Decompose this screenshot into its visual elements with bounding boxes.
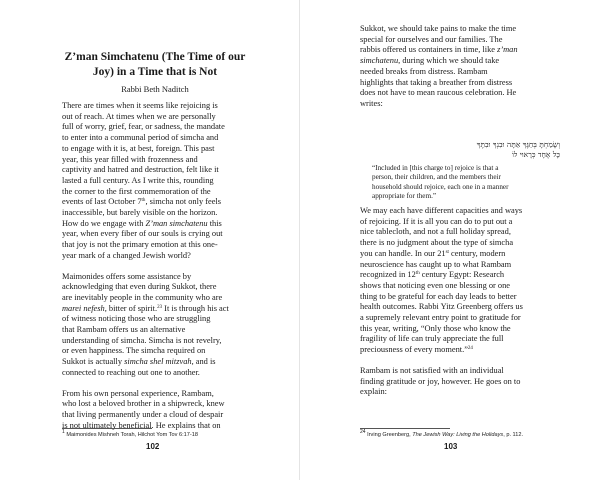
article-title xyxy=(62,50,248,80)
footnote: $^1$ Maimonides Mishneh Torah, Hilchot Yom Tov 6:17-18 xyxy=(62,429,198,438)
hebrew-quote: וְשָׂמַחְתָּ בְּחַגֶּךָ אַתָּה וּבִנְךָ וּבִתֶּךָ כָּל אֶחָד כְּרָאוּי לוֹ xyxy=(476,140,560,159)
left-paragraph-1: There are times when it seems like rejoicing is out of reach. At times when we are personally full of worry, grief, fear, or sadness, the mandate to enter into a communal period of simcha and to engage with it is, at best, foreign. This past year, this year filled with frozenness and captivity and hatred and destruction, felt like it lasted a full century. As I write this, rounding the corner to the first commemoration of the events of last October 7th, simcha not only feels inaccessible, but barely visible on the horizon. How do we engage with Z’man simchatenu this year, when every fiber of our souls is crying out that joy is not the primary emotion at this one- year mark of a changed Jewish world? Maimonides offers some assistance by acknowledging that even during Sukkot, there are inevitably people in the community who are marei nefesh, bitter of spirit.$^{23}$ It is through his act of witness noticing those who are struggling that Rambam offers us an alternative understanding of simcha. Simcha is not revelry, or even happiness. The simcha required on Sukkot is actually simcha shel mitzvah, and is connected to reaching out one to another. From his own personal experience, Rambam, who lost a beloved brother in a shipwreck, knew that living permanently under a cloud of despair is not ultimately beneficial. He explains that on xyxy=(62,101,229,430)
footnote: $^{24}$ Irving Greenberg, The Jewish Way: Living the Holidays, p. 112. xyxy=(360,429,524,438)
footnote-rule xyxy=(360,428,450,429)
title-line: Joy) in a Time that is Not xyxy=(92,66,218,78)
right-paragraph-2: We may each have different capacities and ways of rejoicing. If it is all you can do to put out a nice tablecloth, and not a full holiday spread, there is no judgment about the type of simcha you can handle. In our 21st century, modern neuroscience has caught up to what Rambam recognized in 12th century Egypt: Research shows that noticing even one blessing or one thing to be grateful for each day leads to better health outcomes. Rabbi Yitz Greenberg offers us a supremely relevant entry point to gratitude for this year, writing, “Only those who know the fragility of life can truly appreciate the full preciousness of every moment.”$^{24}$ Rambam is not satisfied with an individual finding gratitude or joy, however. He goes on to explain: xyxy=(360,206,523,397)
footnote-rule xyxy=(62,428,152,429)
author-byline: Rabbi Beth Naditch xyxy=(121,84,189,94)
translation-quote: “Included in [this charge to] rejoice is that a person, their children, and the members their household should rejoice, each one in a manner appropriate for them.” xyxy=(372,164,509,201)
page-number: 102 xyxy=(146,442,160,451)
right-paragraph-1: Sukkot, we should take pains to make the time special for ourselves and our families. The rabbis offered us containers in time, like z’man simchatenu, during which we should take needed breaks from distress. Rambam highlights that taking a breather from distress does not have to mean raucous celebration. He writes: xyxy=(360,24,518,108)
title-line: Z’man Simchatenu (The Time of our xyxy=(64,51,246,63)
page-number: 103 xyxy=(444,442,458,451)
